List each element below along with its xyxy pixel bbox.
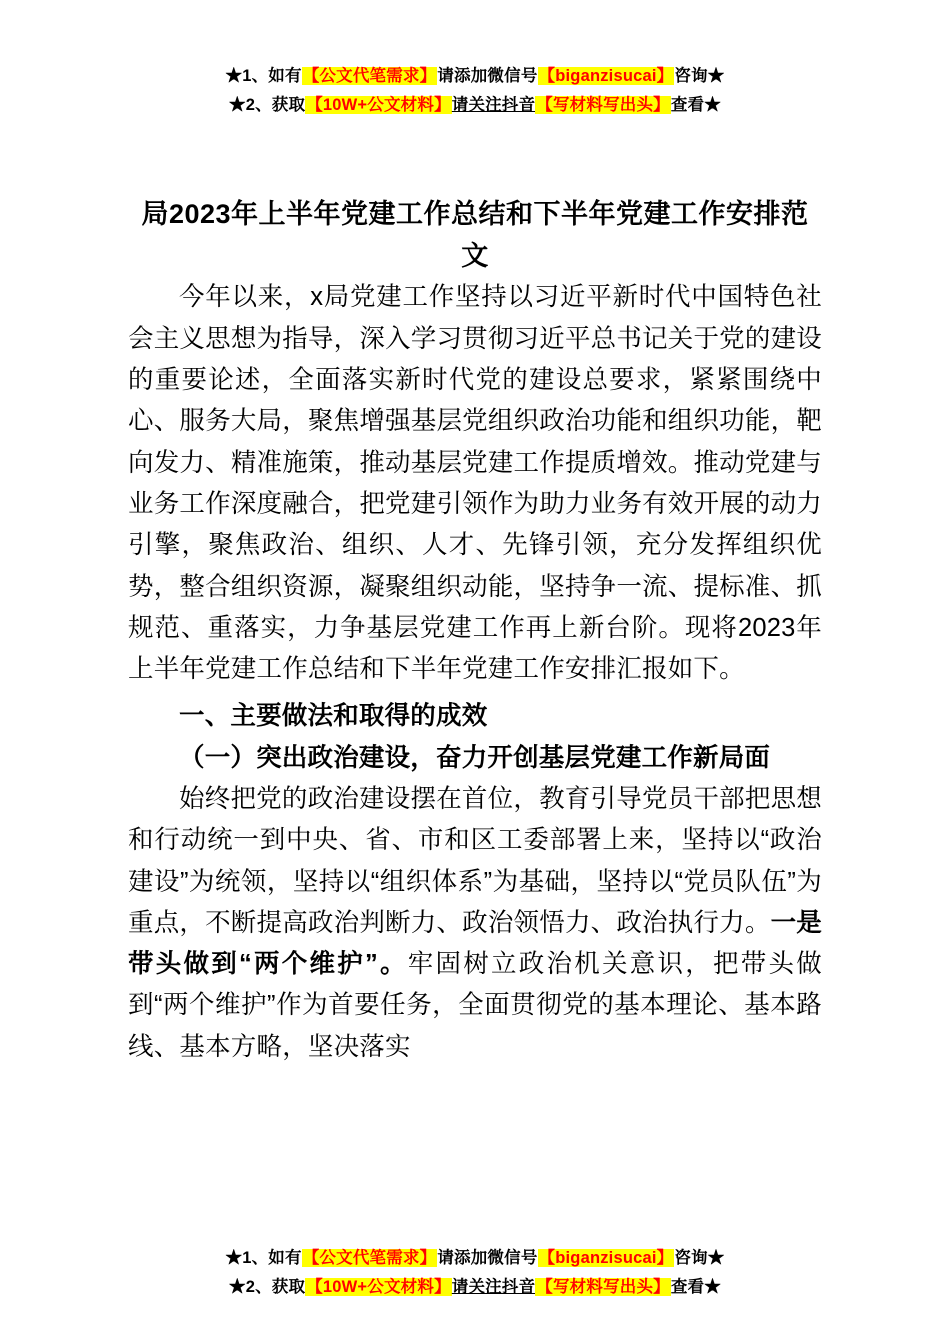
promo-top-line-2-prefix: ★2、获取 — [229, 95, 306, 114]
paragraph-section-1-part-1: 始终把党的政治建设摆在首位，教育引导党员干部把思想和行动统一到中央、省、市和区工委部署上来，坚持以“政治建设”为统领，坚持以“组织体系”为基础，坚持以“党员队伍”为重点，不断提高政治判断力、政治领悟力、政治执行力。 — [128, 785, 822, 937]
section-heading-2: （一）突出政治建设，奋力开创基层党建工作新局面 — [179, 743, 771, 772]
promo-top-line-2-mid: 请关注抖音 — [451, 95, 536, 114]
promo-top-line-2-tag-1: 【10W+公文材料】 — [306, 95, 451, 114]
promo-bottom-line-2-prefix: ★2、获取 — [229, 1278, 306, 1297]
promo-top-line-1-tag-2: 【biganzisucai】 — [538, 67, 674, 85]
promo-top-line-1-suffix: 咨询★ — [674, 67, 725, 85]
promo-bottom-line-2-tag-1: 【10W+公文材料】 — [306, 1278, 451, 1297]
promo-top-line-2-suffix: 查看★ — [670, 95, 721, 114]
paragraph-section-1-part-2: 牢固树立政治机关意识，把带头做到“两个维护”作为首要任务，全面贯彻党的基本理论、基本路线、基本方略，坚决落实 — [128, 950, 822, 1061]
promo-bottom-line-1-tag-2: 【biganzisucai】 — [538, 1249, 674, 1268]
promo-top-line-2-tag-2: 【写材料写出头】 — [536, 95, 670, 114]
document-title: 局2023年上半年党建工作总结和下半年党建工作安排范文 — [141, 198, 809, 271]
promo-bottom-line-1-prefix: ★1、如有 — [225, 1249, 302, 1268]
promo-top-line-1-prefix: ★1、如有 — [225, 67, 302, 85]
promo-top-line-1-tag-1: 【公文代笔需求】 — [302, 67, 437, 85]
promo-banner-top — [0, 0, 950, 120]
paragraph-intro: 今年以来，x局党建工作坚持以习近平新时代中国特色社会主义思想为指导，深入学习贯彻习近平总书记关于党的建设的重要论述，全面落实新时代党的建设总要求，紧紧围绕中心、服务大局，聚焦增强基层党组织政治功能和组织功能，靶向发力、精准施策，推动基层党建工作提质增效。推动党建与业务工作深度融合，把党建引领作为助力业务有效开展的动力引擎，聚焦政治、组织、人才、先锋引领，充分发挥组织优势，整合组织资源，凝聚组织动能，坚持争一流、提标准、抓规范、重落实，力争基层党建工作再上新台阶。现将2023年上半年党建工作总结和下半年党建工作安排汇报如下。 — [128, 283, 822, 684]
promo-bottom-line-2-suffix: 查看★ — [670, 1278, 721, 1297]
promo-bottom-line-1-tag-1: 【公文代笔需求】 — [302, 1249, 437, 1268]
promo-top-line-2 — [0, 91, 950, 120]
promo-top-line-1 — [0, 62, 950, 91]
promo-bottom-line-2-mid: 请关注抖音 — [451, 1278, 536, 1297]
paragraph-section-1 — [128, 779, 822, 1068]
paragraph-section-1-bold: 一是带头做到“两个维护”。 — [128, 908, 822, 979]
promo-top-line-1-mid: 请添加微信号 — [437, 67, 538, 85]
promo-banner-bottom — [0, 1244, 950, 1302]
promo-bottom-line-1-suffix: 咨询★ — [674, 1249, 725, 1268]
promo-bottom-line-1-mid: 请添加微信号 — [437, 1249, 538, 1268]
promo-bottom-line-2 — [0, 1273, 950, 1302]
promo-bottom-line-2-tag-2: 【写材料写出头】 — [536, 1278, 670, 1297]
section-heading-1: 一、主要做法和取得的成效 — [179, 702, 488, 731]
document-body — [0, 194, 950, 1068]
promo-bottom-line-1 — [0, 1244, 950, 1273]
